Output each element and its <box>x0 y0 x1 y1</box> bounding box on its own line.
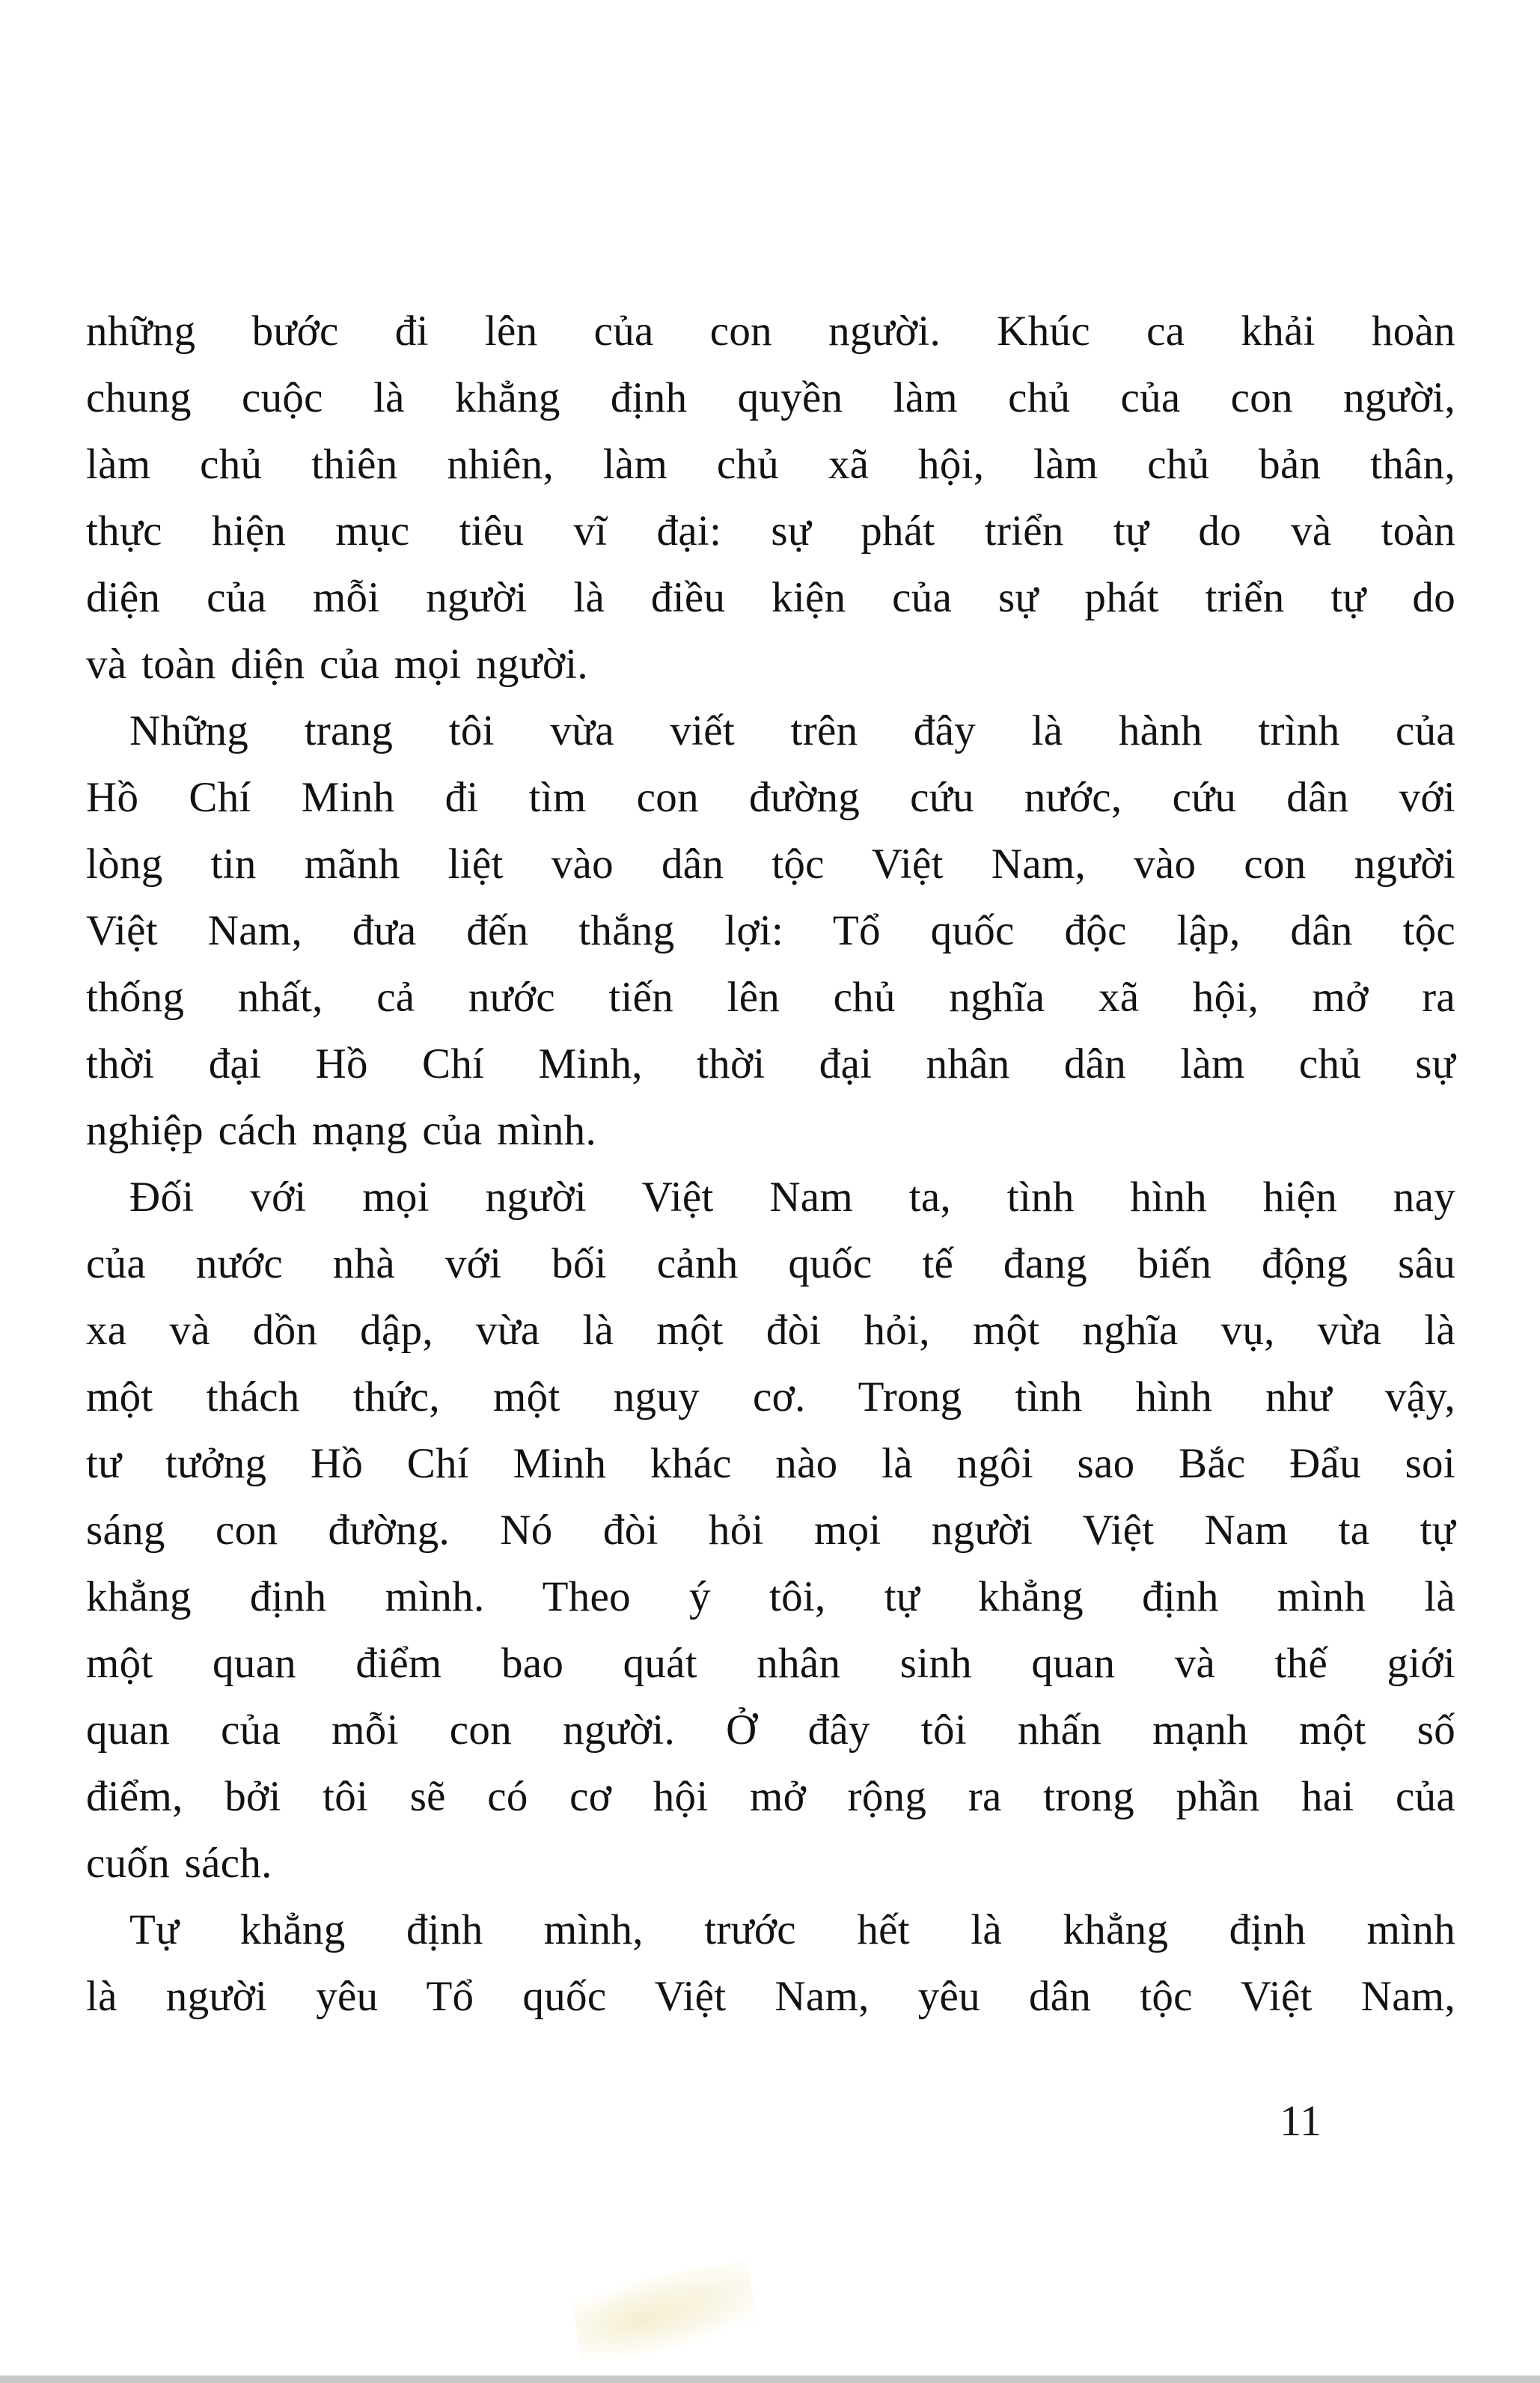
text-line: thực hiện mục tiêu vĩ đại: sự phát triển tự do và toàn <box>86 507 1455 555</box>
text-line: của nước nhà với bối cảnh quốc tế đang biến động sâu <box>86 1240 1455 1287</box>
text-line: tư tưởng Hồ Chí Minh khác nào là ngôi sao Bắc Đẩu soi <box>86 1440 1455 1487</box>
text-line: thời đại Hồ Chí Minh, thời đại nhân dân làm chủ sự <box>86 1040 1455 1087</box>
text-line: xa và dồn dập, vừa là một đòi hỏi, một nghĩa vụ, vừa là <box>86 1307 1455 1354</box>
text-line: lòng tin mãnh liệt vào dân tộc Việt Nam, vào con người <box>86 840 1455 888</box>
text-line: Hồ Chí Minh đi tìm con đường cứu nước, cứu dân với <box>86 774 1455 821</box>
paragraph-4 <box>86 1897 1455 2030</box>
text-line: sáng con đường. Nó đòi hỏi mọi người Việt Nam ta tự <box>86 1507 1455 1554</box>
text-line: những bước đi lên của con người. Khúc ca khải hoàn <box>86 308 1455 355</box>
text-line: Việt Nam, đưa đến thắng lợi: Tổ quốc độc lập, dân tộc <box>86 907 1455 954</box>
paragraph-1 <box>86 298 1455 698</box>
text-line: cuốn sách. <box>86 1840 272 1887</box>
text-line: khẳng định mình. Theo ý tôi, tự khẳng định mình là <box>86 1573 1455 1620</box>
text-line: một thách thức, một nguy cơ. Trong tình hình như vậy, <box>86 1373 1455 1421</box>
text-line: thống nhất, cả nước tiến lên chủ nghĩa xã hội, mở ra <box>86 974 1455 1021</box>
text-line: Tự khẳng định mình, trước hết là khẳng định mình <box>129 1906 1455 1953</box>
text-line: điểm, bởi tôi sẽ có cơ hội mở rộng ra trong phần hai của <box>86 1773 1455 1820</box>
scan-edge-bar <box>0 2376 1540 2383</box>
scan-stain <box>569 2260 760 2365</box>
text-line: Đối với mọi người Việt Nam ta, tình hình hiện nay <box>129 1174 1455 1221</box>
text-line: chung cuộc là khẳng định quyền làm chủ của con người, <box>86 374 1455 421</box>
paragraph-3 <box>86 1164 1455 1897</box>
text-line: là người yêu Tổ quốc Việt Nam, yêu dân tộc Việt Nam, <box>86 1973 1455 2020</box>
text-line: nghiệp cách mạng của mình. <box>86 1107 597 1154</box>
text-line: làm chủ thiên nhiên, làm chủ xã hội, làm chủ bản thân, <box>86 441 1455 488</box>
text-line: và toàn diện của mọi người. <box>86 641 588 688</box>
text-line: Những trang tôi vừa viết trên đây là hành trình của <box>129 707 1455 754</box>
text-line: một quan điểm bao quát nhân sinh quan và thế giới <box>86 1640 1455 1687</box>
body-text <box>86 298 1455 2030</box>
text-line: quan của mỗi con người. Ở đây tôi nhấn mạnh một số <box>86 1706 1455 1754</box>
paragraph-2 <box>86 698 1455 1164</box>
page-number: 11 <box>1280 2096 1321 2145</box>
text-line: diện của mỗi người là điều kiện của sự phát triển tự do <box>86 574 1455 621</box>
